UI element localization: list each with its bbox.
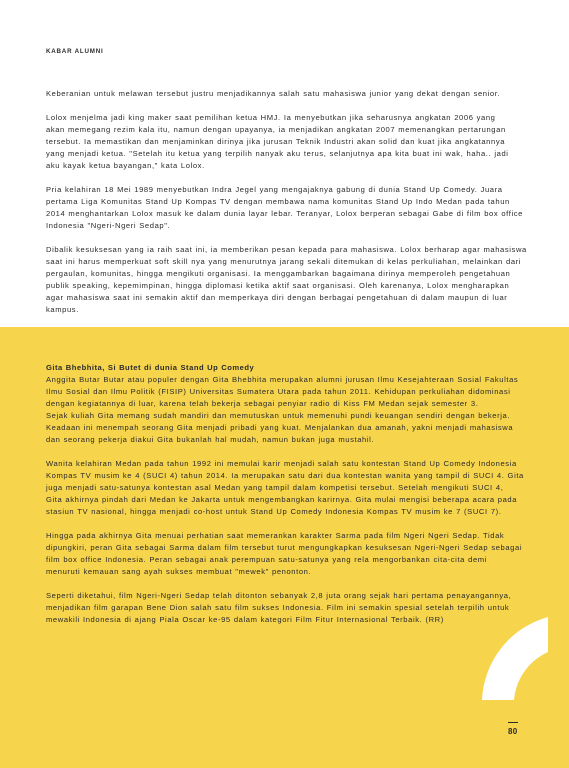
paragraph-line: publik speaking, kepemimpinan, hingga diplomasi ketika aktif saat organisasi. Oleh karenanya, Lolox mengharapkan [46, 281, 510, 290]
paragraph-line: tersebut. Ia memastikan dan menjaminkan dirinya jika jurusan Teknik Industri akan solid dan kuat jika angkatannya [46, 137, 506, 146]
paragraph [46, 590, 536, 626]
paragraph-line: kampus. [46, 305, 79, 314]
section-label: KABAR ALUMNI [46, 48, 104, 55]
paragraph-line: pertama Liga Komunitas Stand Up Kompas TV dengan membawa nama komunitas Stand Up Indo Medan pada tahun [46, 197, 510, 206]
paragraph [46, 374, 536, 446]
paragraph-line: yang menjadi ketua. "Setelah itu ketua yang terpilih nanyak aku terus, selanjutnya apa kita buat ini wak, haha.. jadi [46, 149, 509, 158]
paragraph-line: Anggita Butar Butar atau populer dengan Gita Bhebhita merupakan alumni jurusan Ilmu Kesejahteraan Sosial Fakultas [46, 375, 519, 384]
paragraph-line: aku kayak ketua bayangan," kata Lolox. [46, 161, 205, 170]
page-number: 80 [508, 727, 518, 736]
paragraph-line: saat ini harus memperkuat soft skill nya yang menurutnya jarang sekali ditemukan di kelas perkuliahan, melainkan dari [46, 257, 522, 266]
paragraph-line: film box office Indonesia. Peran sebagai anak perempuan satu-satunya yang rela mengorbankan cita-cita demi [46, 555, 487, 564]
page-number-rule [508, 722, 518, 723]
paragraph-line: Lolox menjelma jadi king maker saat pemilihan ketua HMJ. Ia menyebutkan jika seharusnya angkatan 2006 yang [46, 113, 496, 122]
paragraph-line: menjadikan film garapan Bene Dion salah satu film sukses Indonesia. Film ini semakin spesial setelah terpilih untuk [46, 603, 510, 612]
paragraph-line: dipungkiri, peran Gita sebagai Sarma dalam film tersebut turut mengungkapkan kesuksesan Ngeri-Ngeri Sedap sebagai [46, 543, 523, 552]
paragraph-line: Keadaan ini menempah seorang Gita menjadi pribadi yang kuat. Menjalankan dua amanah, yakni menjadi mahasiswa [46, 423, 514, 432]
paragraph-line: Indonesia "Ngeri-Ngeri Sedap". [46, 221, 171, 230]
paragraph [46, 112, 536, 172]
paragraph [46, 530, 536, 578]
paragraph-line: Ilmu Sosial dan Ilmu Politik (FISIP) Universitas Sumatera Utara pada tahun 2011. Kehidupan perkuliahan didominasi [46, 387, 511, 396]
paragraph-line: menuruti kemauan sang ayah sukses membuat "mewek" penonton. [46, 567, 312, 576]
feature-heading: Gita Bhebhita, Si Butet di dunia Stand Up Comedy [46, 363, 255, 372]
paragraph-line: Gita akhirnya pindah dari Medan ke Jakarta untuk mengembangkan karirnya. Gita mulai mengisi beberapa acara pada [46, 495, 518, 504]
paragraph-line: Sejak kuliah Gita memang sudah mandiri dan memutuskan untuk memenuhi pundi keuangan sendiri dengan bekerja. [46, 411, 511, 420]
paragraph-line: Hingga pada akhirnya Gita menuai perhatian saat memerankan karakter Sarma pada film Ngeri Ngeri Sedap. Tidak [46, 531, 505, 540]
paragraph [46, 184, 536, 232]
feature-article-body [46, 362, 536, 638]
paragraph-line: mewakili Indonesia di ajang Piala Oscar ke-95 dalam kategori Film Fitur Internasional Terbaik. (RR) [46, 615, 444, 624]
paragraph-line: 2014 menghantarkan Lolox masuk ke dalam dunia layar lebar. Teranyar, Lolox berperan sebagai Gabe di film box office [46, 209, 523, 218]
paragraph-line: Kompas TV musim ke 4 (SUCI 4) tahun 2014. Ia merupakan satu dari dua kontestan wanita yang tampil di SUCI 4. Gita [46, 471, 524, 480]
paragraph [46, 244, 536, 316]
paragraph-line: juga menjadi satu-satunya kontestan asal Medan yang tampil dalam kompetisi tersebut. Setelah mengikuti SUCI 4, [46, 483, 504, 492]
paragraph-line: Wanita kelahiran Medan pada tahun 1992 ini memulai karir menjadi salah satu kontestan Stand Up Comedy Indonesia [46, 459, 517, 468]
paragraph-line: agar mahasiswa saat ini semakin aktif dan memperkaya diri dengan berbagai pengetahuan di dalam maupun di luar [46, 293, 508, 302]
paragraph-line: Pria kelahiran 18 Mei 1989 menyebutkan Indra Jegel yang mengajaknya gabung di dunia Stand Up Comedy. Juara [46, 185, 503, 194]
paragraph [46, 458, 536, 518]
paragraph-line: akan memegang rezim kala itu, namun dengan upayanya, ia menjadikan angkatan 2007 memenangkan pertarungan [46, 125, 506, 134]
paragraph [46, 88, 536, 100]
intro-article-body [46, 88, 536, 328]
paragraph-line: dan seorang pekerja diakui Gita bukanlah hal mudah, namun bukan juga mustahil. [46, 435, 375, 444]
paragraph-line: Seperti diketahui, film Ngeri-Ngeri Sedap telah ditonton sebanyak 2,8 juta orang sejak hari pertama penayangannya, [46, 591, 512, 600]
paragraph-line: Keberanian untuk melawan tersebut justru menjadikannya salah satu mahasiswa junior yang dekat dengan senior. [46, 89, 501, 98]
paragraph-line: pergaulan, komunitas, hingga mengikuti organisasi. Ia menggambarkan bagaimana dirinya memperoleh pengetahuan [46, 269, 511, 278]
paragraph-line: Dibalik kesuksesan yang ia raih saat ini, ia memberikan pesan kepada para mahasiswa. Lolox berharap agar mahasiswa [46, 245, 527, 254]
paragraph-line: stasiun TV nasional, hingga menjadi co-host untuk Stand Up Comedy Indonesia Kompas TV musim ke 7 (SUCI 7). [46, 507, 502, 516]
paragraph-line: dengan kegiatannya di luar, karena telah bekerja sebagai penyiar radio di Kiss FM Medan sejak semester 3. [46, 399, 479, 408]
